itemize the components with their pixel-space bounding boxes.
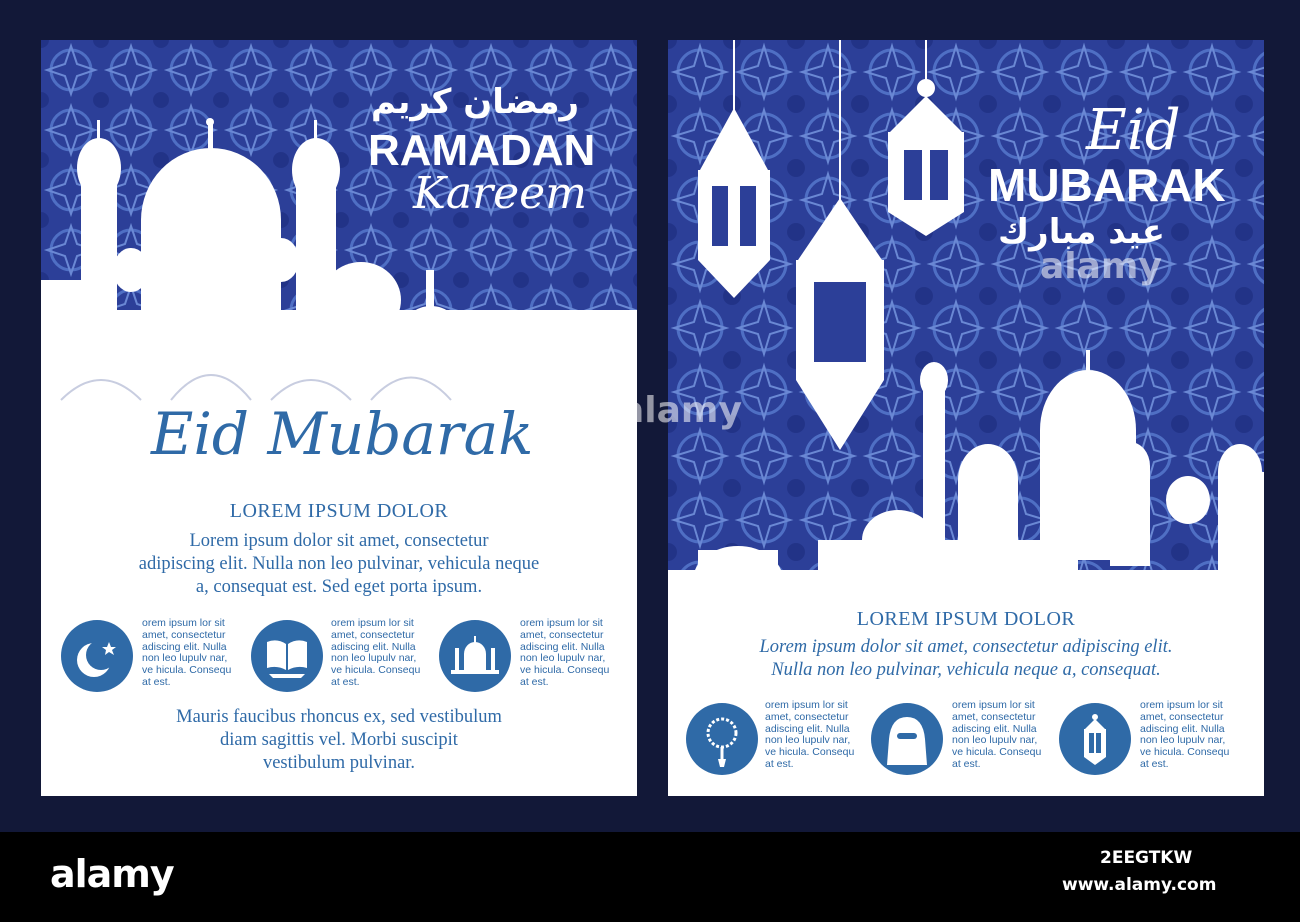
paragraph-line: diam sagittis vel. Morbi suscipit [220,730,458,750]
image-id-label: 2EEGTKW [1100,848,1193,868]
paragraph-line: adipiscing elit. Nulla non leo pulvinar, vehicula neque [138,554,540,574]
alamy-watermark: alamy [620,390,742,431]
arabic-eid-mubarak: عيد مبارك [998,212,1166,252]
feature-description: orem ipsum lor sit amet, consectetur adiscing elit. Nulla non leo lupulv nar, ve hicula. Consequ at est. [765,699,855,770]
intro-paragraph [41,530,637,599]
eid-mubarak-poster [668,40,1264,796]
paragraph-line: Lorem ipsum dolor sit amet, consectetur [189,531,489,551]
feature-description: orem ipsum lor sit amet, consectetur adiscing elit. Nulla non leo lupulv nar, ve hicula. Consequ at est. [142,617,232,688]
mubarak-title: MUBARAK [988,159,1226,211]
crescent-star-icon [61,620,133,692]
arabic-ramadan-kareem: رمضان كريم [371,82,580,122]
footer-paragraph [41,706,637,775]
alamy-watermark: alamy [1040,246,1162,287]
ramadan-title: RAMADAN [368,126,596,175]
paragraph-line: vestibulum pulvinar. [262,753,416,773]
feature-description: orem ipsum lor sit amet, consectetur adiscing elit. Nulla non leo lupulv nar, ve hicula. Consequ at est. [331,617,421,688]
section-heading: LOREM IPSUM DOLOR [229,500,449,522]
intro-paragraph [668,636,1264,682]
quran-book-icon [251,620,323,692]
feature-description: orem ipsum lor sit amet, consectetur adiscing elit. Nulla non leo lupulv nar, ve hicula. Consequ at est. [952,699,1042,770]
paragraph-line: a, consequat est. Sed eget porta ipsum. [195,577,483,597]
eid-script-title: Eid [1086,98,1181,163]
eid-mubarak-script-heading: Eid Mubarak [151,400,534,468]
paragraph-line: Nulla non leo pulvinar, vehicula neque a, consequat. [771,660,1161,680]
mosque-skyline-silhouette [668,340,1264,610]
feature-description: orem ipsum lor sit amet, consectetur adiscing elit. Nulla non leo lupulv nar, ve hicula. Consequ at est. [1140,699,1230,770]
ramadan-poster [41,40,637,796]
lantern-icon [1059,703,1131,775]
niqab-woman-icon [871,703,943,775]
site-url-label: www.alamy.com [1062,875,1217,895]
mosque-icon [439,620,511,692]
alamy-logo: alamy [50,852,174,896]
kareem-script-title: Kareem [413,168,587,219]
paragraph-line: Lorem ipsum dolor sit amet, consectetur adipiscing elit. [759,637,1173,657]
paragraph-line: Mauris faucibus rhoncus ex, sed vestibulum [176,707,502,727]
prayer-beads-icon [686,703,758,775]
section-heading: LOREM IPSUM DOLOR [856,608,1076,630]
feature-description: orem ipsum lor sit amet, consectetur adiscing elit. Nulla non leo lupulv nar, ve hicula. Consequ at est. [520,617,610,688]
